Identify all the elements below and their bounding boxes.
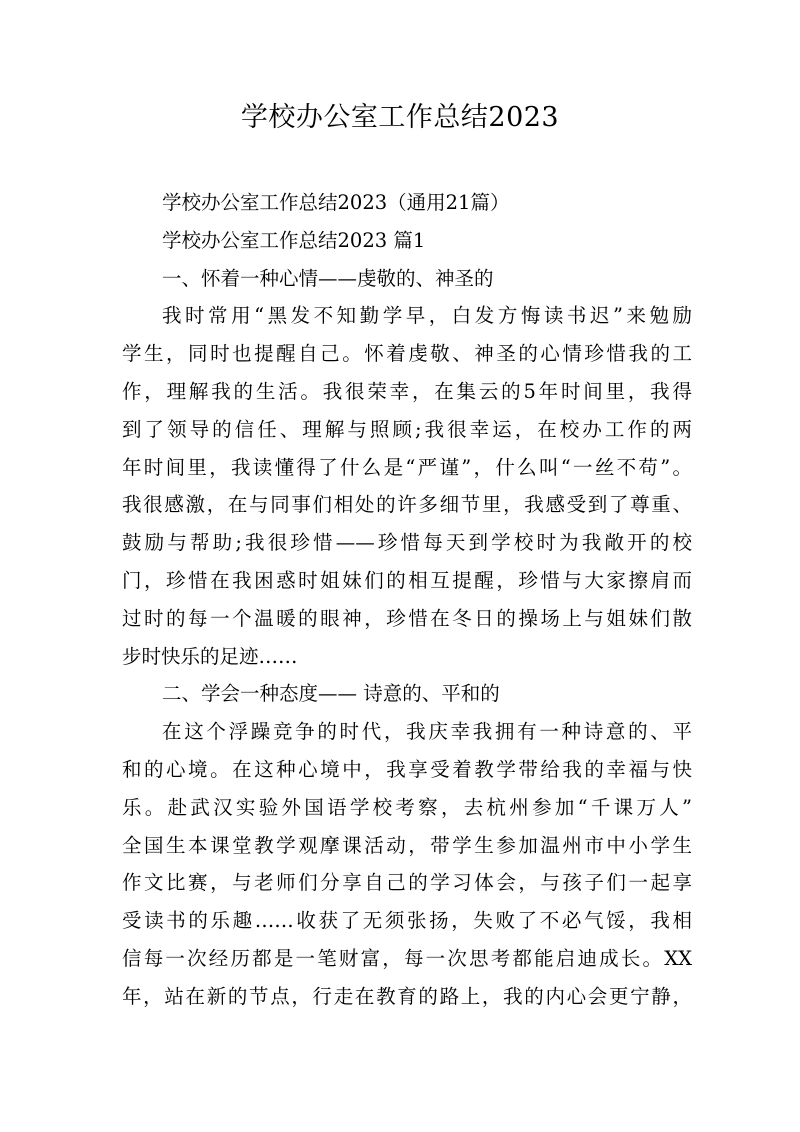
body-line: 作，理解我的生活。我很荣幸，在集云的5年时间里，我得	[122, 379, 692, 403]
body-line: 我时常用“黑发不知勤学早，白发方悔读书迟”来勉励	[162, 304, 692, 328]
document-title: 学校办公室工作总结2023	[240, 102, 560, 133]
body-line: 步时快乐的足迹……	[122, 644, 298, 668]
body-line: 学校办公室工作总结2023（通用21篇）	[162, 191, 510, 214]
body-line: 在这个浮躁竞争的时代，我庆幸我拥有一种诗意的、平	[162, 720, 692, 744]
document-body	[122, 184, 692, 1016]
body-line: 作文比赛，与老师们分享自己的学习体会，与孩子们一起享	[122, 871, 692, 895]
body-line: 过时的每一个温暖的眼神，珍惜在冬日的操场上与姐妹们散	[122, 606, 692, 630]
body-line: 和的心境。在这种心境中，我享受着教学带给我的幸福与快	[122, 757, 692, 781]
body-line: 信每一次经历都是一笔财富，每一次思考都能启迪成长。XX	[122, 946, 692, 970]
body-line: 受读书的乐趣……收获了无须张扬，失败了不必气馁，我相	[122, 909, 692, 933]
body-line: 到了领导的信任、理解与照顾;我很幸运，在校办工作的两	[122, 417, 692, 441]
body-line: 全国生本课堂教学观摩课活动，带学生参加温州市中小学生	[122, 833, 692, 857]
body-line: 鼓励与帮助;我很珍惜——珍惜每天到学校时为我敞开的校	[122, 531, 692, 555]
body-line: 年，站在新的节点，行走在教育的路上，我的内心会更宁静，	[122, 984, 692, 1008]
body-line: 乐。赴武汉实验外国语学校考察，去杭州参加“千课万人”	[122, 795, 692, 819]
body-line: 学校办公室工作总结2023 篇1	[162, 228, 426, 252]
body-line: 我很感激，在与同事们相处的许多细节里，我感受到了尊重、	[122, 493, 692, 517]
body-line: 门，珍惜在我困惑时姐妹们的相互提醒，珍惜与大家擦肩而	[122, 568, 692, 592]
body-line: 一、怀着一种心情——虔敬的、神圣的	[162, 266, 494, 290]
body-line: 学生，同时也提醒自己。怀着虔敬、神圣的心情珍惜我的工	[122, 342, 692, 366]
body-line: 年时间里，我读懂得了什么是“严谨”，什么叫“一丝不苟”。	[122, 455, 692, 479]
body-line: 二、学会一种态度—— 诗意的、平和的	[162, 682, 500, 706]
